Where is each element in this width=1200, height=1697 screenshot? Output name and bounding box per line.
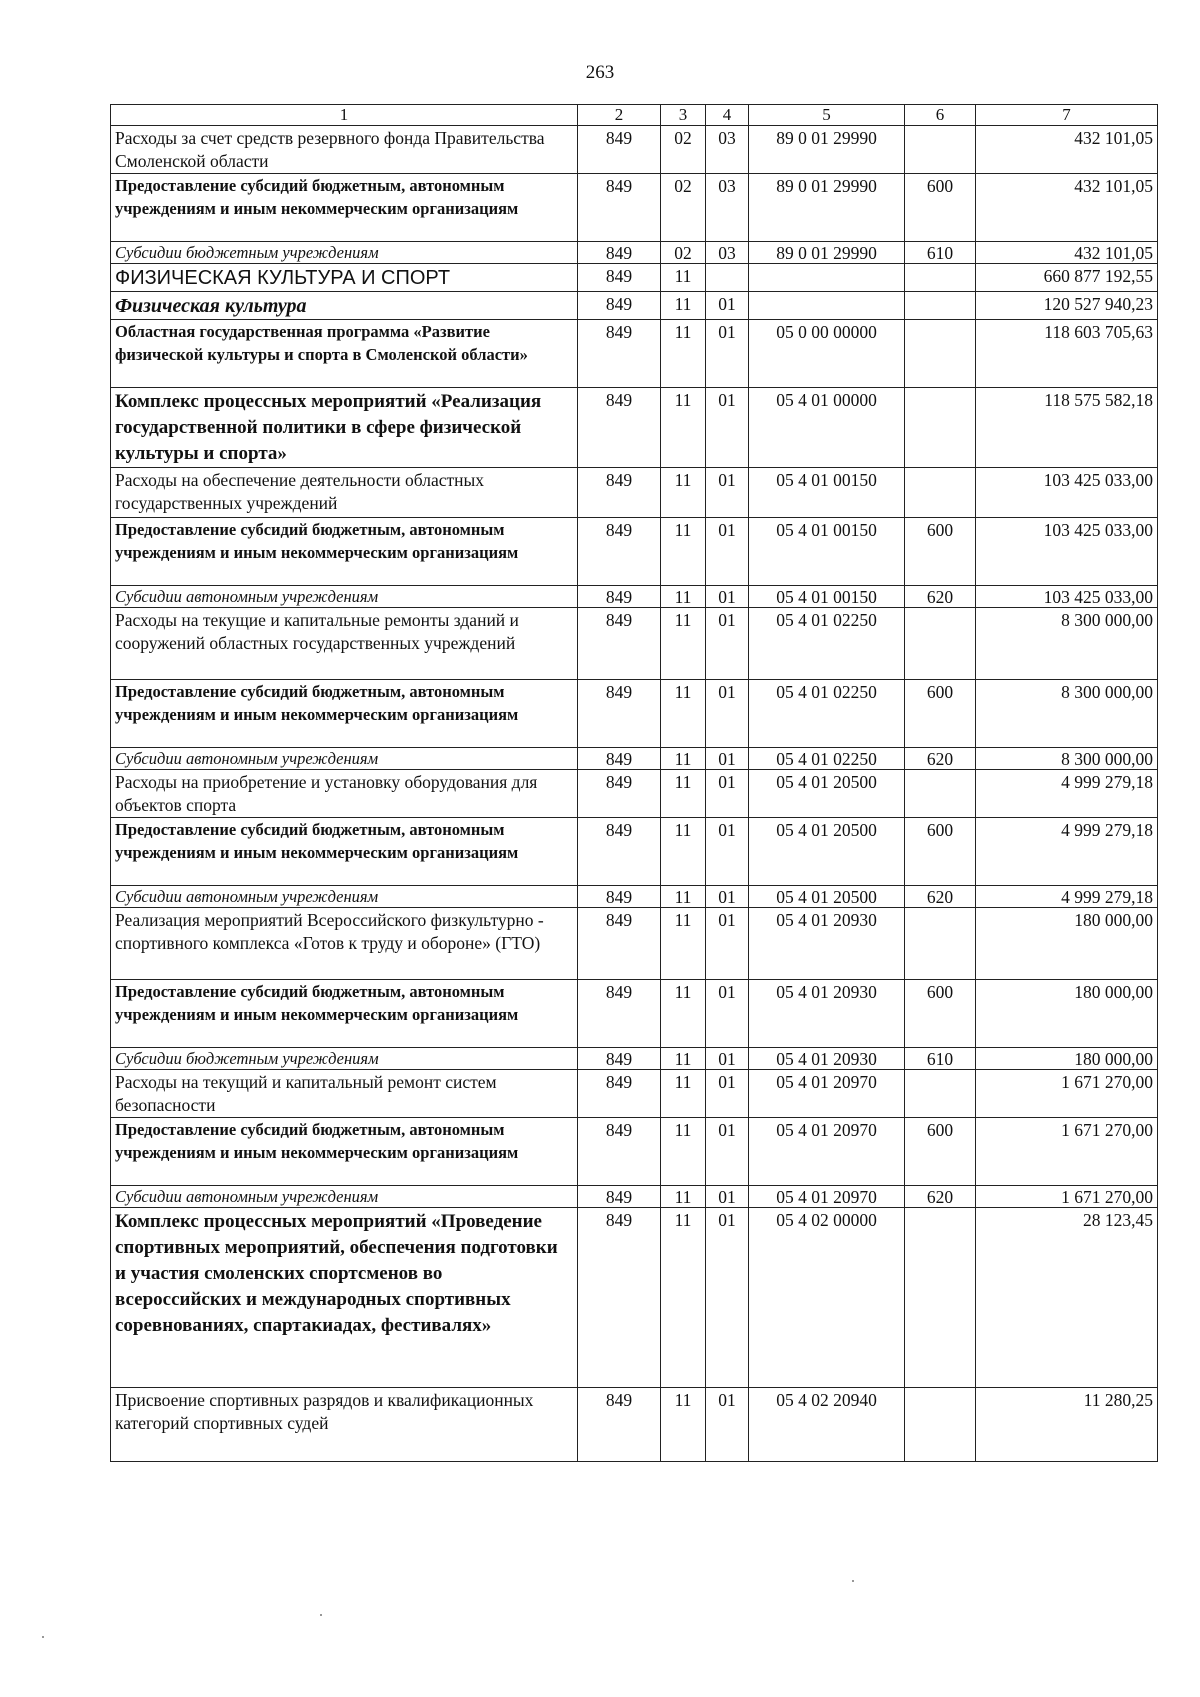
row-rz-cell: 11 <box>661 886 706 908</box>
row-name-cell: Предоставление субсидий бюджетным, автономным учреждениям и иным некоммерческим организациям <box>111 818 578 886</box>
row-rz-cell: 11 <box>661 1186 706 1208</box>
table-row <box>111 292 1158 320</box>
row-gr-cell: 849 <box>578 292 661 320</box>
row-vr-cell <box>905 908 976 980</box>
table-row <box>111 608 1158 680</box>
row-vr-cell: 600 <box>905 980 976 1048</box>
row-name-cell: Субсидии бюджетным учреждениям <box>111 242 578 264</box>
table-row <box>111 980 1158 1048</box>
row-name-cell: Комплекс процессных мероприятий «Проведение спортивных мероприятий, обеспечения подготовки и участия смоленских спортсменов во всероссийских и международных спортивных соревнованиях, спартакиадах, фестивалях» <box>111 1208 578 1388</box>
row-csr-cell: 05 4 01 00150 <box>749 468 905 518</box>
row-pr-cell: 01 <box>706 1118 749 1186</box>
row-csr-cell: 05 0 00 00000 <box>749 320 905 388</box>
row-csr-cell: 05 4 01 00150 <box>749 586 905 608</box>
row-name-cell: Предоставление субсидий бюджетным, автономным учреждениям и иным некоммерческим организациям <box>111 1118 578 1186</box>
row-sum-cell: 180 000,00 <box>976 908 1158 980</box>
row-csr-cell: 89 0 01 29990 <box>749 174 905 242</box>
row-csr-cell: 89 0 01 29990 <box>749 242 905 264</box>
row-sum-cell: 8 300 000,00 <box>976 748 1158 770</box>
row-sum-cell: 8 300 000,00 <box>976 608 1158 680</box>
table-row <box>111 1048 1158 1070</box>
row-pr-cell: 01 <box>706 980 749 1048</box>
table-row <box>111 1070 1158 1118</box>
row-gr-cell: 849 <box>578 1118 661 1186</box>
row-name-cell: Расходы на текущий и капитальный ремонт систем безопасности <box>111 1070 578 1118</box>
row-sum-cell: 11 280,25 <box>976 1388 1158 1462</box>
row-csr-cell <box>749 292 905 320</box>
table-row <box>111 818 1158 886</box>
row-vr-cell <box>905 264 976 292</box>
row-gr-cell: 849 <box>578 320 661 388</box>
row-name-cell: Предоставление субсидий бюджетным, автономным учреждениям и иным некоммерческим организациям <box>111 980 578 1048</box>
row-pr-cell: 01 <box>706 1388 749 1462</box>
row-vr-cell <box>905 770 976 818</box>
row-csr-cell: 05 4 01 20930 <box>749 1048 905 1070</box>
row-pr-cell: 01 <box>706 818 749 886</box>
row-gr-cell: 849 <box>578 388 661 468</box>
table-row <box>111 1388 1158 1462</box>
row-rz-cell: 11 <box>661 468 706 518</box>
row-pr-cell: 01 <box>706 1048 749 1070</box>
row-rz-cell: 11 <box>661 908 706 980</box>
table-row <box>111 586 1158 608</box>
table-row <box>111 242 1158 264</box>
header-col-3: 3 <box>661 105 706 126</box>
row-csr-cell: 05 4 01 20930 <box>749 908 905 980</box>
row-rz-cell: 11 <box>661 1048 706 1070</box>
row-csr-cell: 05 4 02 20940 <box>749 1388 905 1462</box>
row-gr-cell: 849 <box>578 1070 661 1118</box>
table-row <box>111 320 1158 388</box>
row-vr-cell: 620 <box>905 1186 976 1208</box>
row-sum-cell: 4 999 279,18 <box>976 770 1158 818</box>
row-csr-cell: 05 4 01 20500 <box>749 770 905 818</box>
row-csr-cell: 05 4 01 20970 <box>749 1070 905 1118</box>
row-vr-cell <box>905 1070 976 1118</box>
row-name-cell: Физическая культура <box>111 292 578 320</box>
row-sum-cell: 1 671 270,00 <box>976 1186 1158 1208</box>
row-rz-cell: 02 <box>661 242 706 264</box>
row-vr-cell <box>905 126 976 174</box>
row-gr-cell: 849 <box>578 468 661 518</box>
row-vr-cell <box>905 320 976 388</box>
row-pr-cell: 01 <box>706 908 749 980</box>
table-row <box>111 518 1158 586</box>
row-sum-cell: 103 425 033,00 <box>976 518 1158 586</box>
row-pr-cell: 01 <box>706 292 749 320</box>
row-name-cell: Расходы на обеспечение деятельности областных государственных учреждений <box>111 468 578 518</box>
table-row <box>111 1186 1158 1208</box>
row-csr-cell: 05 4 01 20930 <box>749 980 905 1048</box>
scan-speck <box>320 1614 322 1616</box>
row-gr-cell: 849 <box>578 1388 661 1462</box>
row-rz-cell: 11 <box>661 748 706 770</box>
row-rz-cell: 11 <box>661 292 706 320</box>
row-name-cell: Субсидии автономным учреждениям <box>111 1186 578 1208</box>
row-sum-cell: 1 671 270,00 <box>976 1070 1158 1118</box>
row-name-cell: Комплекс процессных мероприятий «Реализация государственной политики в сфере физической культуры и спорта» <box>111 388 578 468</box>
row-rz-cell: 11 <box>661 680 706 748</box>
row-rz-cell: 02 <box>661 126 706 174</box>
row-sum-cell: 118 603 705,63 <box>976 320 1158 388</box>
row-name-cell: Предоставление субсидий бюджетным, автономным учреждениям и иным некоммерческим организациям <box>111 518 578 586</box>
row-vr-cell: 620 <box>905 886 976 908</box>
row-vr-cell: 600 <box>905 818 976 886</box>
row-rz-cell: 11 <box>661 1118 706 1186</box>
row-gr-cell: 849 <box>578 264 661 292</box>
page-number: 263 <box>585 62 615 83</box>
table-row <box>111 264 1158 292</box>
row-rz-cell: 11 <box>661 770 706 818</box>
row-pr-cell: 01 <box>706 518 749 586</box>
row-vr-cell: 600 <box>905 518 976 586</box>
row-gr-cell: 849 <box>578 908 661 980</box>
row-rz-cell: 11 <box>661 1388 706 1462</box>
header-col-7: 7 <box>976 105 1158 126</box>
row-sum-cell: 180 000,00 <box>976 1048 1158 1070</box>
budget-table <box>110 104 1158 1462</box>
row-pr-cell: 03 <box>706 174 749 242</box>
row-sum-cell: 103 425 033,00 <box>976 586 1158 608</box>
row-csr-cell: 05 4 01 00150 <box>749 518 905 586</box>
header-col-5: 5 <box>749 105 905 126</box>
row-name-cell: Субсидии бюджетным учреждениям <box>111 1048 578 1070</box>
row-rz-cell: 11 <box>661 1070 706 1118</box>
row-csr-cell: 05 4 01 02250 <box>749 680 905 748</box>
row-pr-cell: 01 <box>706 388 749 468</box>
row-gr-cell: 849 <box>578 818 661 886</box>
row-vr-cell <box>905 468 976 518</box>
row-gr-cell: 849 <box>578 680 661 748</box>
row-name-cell: Субсидии автономным учреждениям <box>111 748 578 770</box>
row-vr-cell <box>905 292 976 320</box>
row-sum-cell: 4 999 279,18 <box>976 886 1158 908</box>
row-sum-cell: 118 575 582,18 <box>976 388 1158 468</box>
row-gr-cell: 849 <box>578 886 661 908</box>
row-rz-cell: 11 <box>661 980 706 1048</box>
row-gr-cell: 849 <box>578 748 661 770</box>
row-name-cell: Областная государственная программа «Развитие физической культуры и спорта в Смоленской области» <box>111 320 578 388</box>
row-gr-cell: 849 <box>578 174 661 242</box>
row-name-cell: Расходы за счет средств резервного фонда Правительства Смоленской области <box>111 126 578 174</box>
row-gr-cell: 849 <box>578 1208 661 1388</box>
row-vr-cell: 620 <box>905 586 976 608</box>
row-sum-cell: 660 877 192,55 <box>976 264 1158 292</box>
row-name-cell: Субсидии автономным учреждениям <box>111 586 578 608</box>
row-rz-cell: 11 <box>661 1208 706 1388</box>
row-rz-cell: 11 <box>661 320 706 388</box>
row-pr-cell: 01 <box>706 770 749 818</box>
header-col-2: 2 <box>578 105 661 126</box>
table-row <box>111 126 1158 174</box>
table-row <box>111 388 1158 468</box>
row-name-cell: Присвоение спортивных разрядов и квалификационных категорий спортивных судей <box>111 1388 578 1462</box>
row-csr-cell: 05 4 01 02250 <box>749 748 905 770</box>
row-rz-cell: 11 <box>661 388 706 468</box>
table-row <box>111 748 1158 770</box>
row-pr-cell: 01 <box>706 320 749 388</box>
row-vr-cell <box>905 388 976 468</box>
row-pr-cell: 01 <box>706 680 749 748</box>
header-row <box>111 105 1158 126</box>
row-rz-cell: 11 <box>661 264 706 292</box>
row-name-cell: Предоставление субсидий бюджетным, автономным учреждениям и иным некоммерческим организациям <box>111 680 578 748</box>
row-gr-cell: 849 <box>578 608 661 680</box>
row-sum-cell: 8 300 000,00 <box>976 680 1158 748</box>
table-row <box>111 770 1158 818</box>
scan-speck <box>42 1636 44 1638</box>
row-sum-cell: 432 101,05 <box>976 174 1158 242</box>
row-rz-cell: 11 <box>661 818 706 886</box>
row-gr-cell: 849 <box>578 586 661 608</box>
row-sum-cell: 180 000,00 <box>976 980 1158 1048</box>
row-vr-cell: 600 <box>905 174 976 242</box>
table-row <box>111 1118 1158 1186</box>
row-csr-cell: 05 4 01 20970 <box>749 1118 905 1186</box>
row-csr-cell: 05 4 01 20500 <box>749 818 905 886</box>
table-row <box>111 908 1158 980</box>
row-vr-cell: 610 <box>905 1048 976 1070</box>
row-gr-cell: 849 <box>578 242 661 264</box>
row-sum-cell: 4 999 279,18 <box>976 818 1158 886</box>
row-csr-cell: 89 0 01 29990 <box>749 126 905 174</box>
row-gr-cell: 849 <box>578 980 661 1048</box>
header-col-1: 1 <box>111 105 578 126</box>
row-vr-cell <box>905 608 976 680</box>
header-col-6: 6 <box>905 105 976 126</box>
row-pr-cell <box>706 264 749 292</box>
row-name-cell: Субсидии автономным учреждениям <box>111 886 578 908</box>
row-sum-cell: 28 123,45 <box>976 1208 1158 1388</box>
row-pr-cell: 01 <box>706 608 749 680</box>
row-name-cell: Расходы на текущие и капитальные ремонты зданий и сооружений областных государственных учреждений <box>111 608 578 680</box>
row-pr-cell: 03 <box>706 242 749 264</box>
row-pr-cell: 01 <box>706 1070 749 1118</box>
row-sum-cell: 432 101,05 <box>976 242 1158 264</box>
row-sum-cell: 432 101,05 <box>976 126 1158 174</box>
row-rz-cell: 11 <box>661 518 706 586</box>
row-csr-cell: 05 4 01 00000 <box>749 388 905 468</box>
row-name-cell: Предоставление субсидий бюджетным, автономным учреждениям и иным некоммерческим организациям <box>111 174 578 242</box>
row-pr-cell: 01 <box>706 468 749 518</box>
row-pr-cell: 01 <box>706 748 749 770</box>
row-csr-cell <box>749 264 905 292</box>
row-name-cell: Расходы на приобретение и установку оборудования для объектов спорта <box>111 770 578 818</box>
row-gr-cell: 849 <box>578 1048 661 1070</box>
row-pr-cell: 03 <box>706 126 749 174</box>
row-sum-cell: 120 527 940,23 <box>976 292 1158 320</box>
row-gr-cell: 849 <box>578 1186 661 1208</box>
row-csr-cell: 05 4 01 20500 <box>749 886 905 908</box>
row-sum-cell: 103 425 033,00 <box>976 468 1158 518</box>
row-vr-cell <box>905 1208 976 1388</box>
scan-speck <box>852 1580 854 1582</box>
table-row <box>111 174 1158 242</box>
row-name-cell: Реализация мероприятий Всероссийского физкультурно - спортивного комплекса «Готов к труду и обороне» (ГТО) <box>111 908 578 980</box>
row-csr-cell: 05 4 01 20970 <box>749 1186 905 1208</box>
table-row <box>111 1208 1158 1388</box>
row-csr-cell: 05 4 02 00000 <box>749 1208 905 1388</box>
row-vr-cell: 620 <box>905 748 976 770</box>
row-rz-cell: 11 <box>661 586 706 608</box>
row-vr-cell <box>905 1388 976 1462</box>
row-pr-cell: 01 <box>706 886 749 908</box>
row-rz-cell: 11 <box>661 608 706 680</box>
row-vr-cell: 600 <box>905 1118 976 1186</box>
row-vr-cell: 610 <box>905 242 976 264</box>
row-name-cell: ФИЗИЧЕСКАЯ КУЛЬТУРА И СПОРТ <box>111 264 578 292</box>
table-row <box>111 468 1158 518</box>
row-pr-cell: 01 <box>706 586 749 608</box>
row-sum-cell: 1 671 270,00 <box>976 1118 1158 1186</box>
row-gr-cell: 849 <box>578 126 661 174</box>
row-csr-cell: 05 4 01 02250 <box>749 608 905 680</box>
table-row <box>111 886 1158 908</box>
table-row <box>111 680 1158 748</box>
row-gr-cell: 849 <box>578 770 661 818</box>
header-col-4: 4 <box>706 105 749 126</box>
row-gr-cell: 849 <box>578 518 661 586</box>
row-pr-cell: 01 <box>706 1186 749 1208</box>
row-pr-cell: 01 <box>706 1208 749 1388</box>
row-vr-cell: 600 <box>905 680 976 748</box>
row-rz-cell: 02 <box>661 174 706 242</box>
